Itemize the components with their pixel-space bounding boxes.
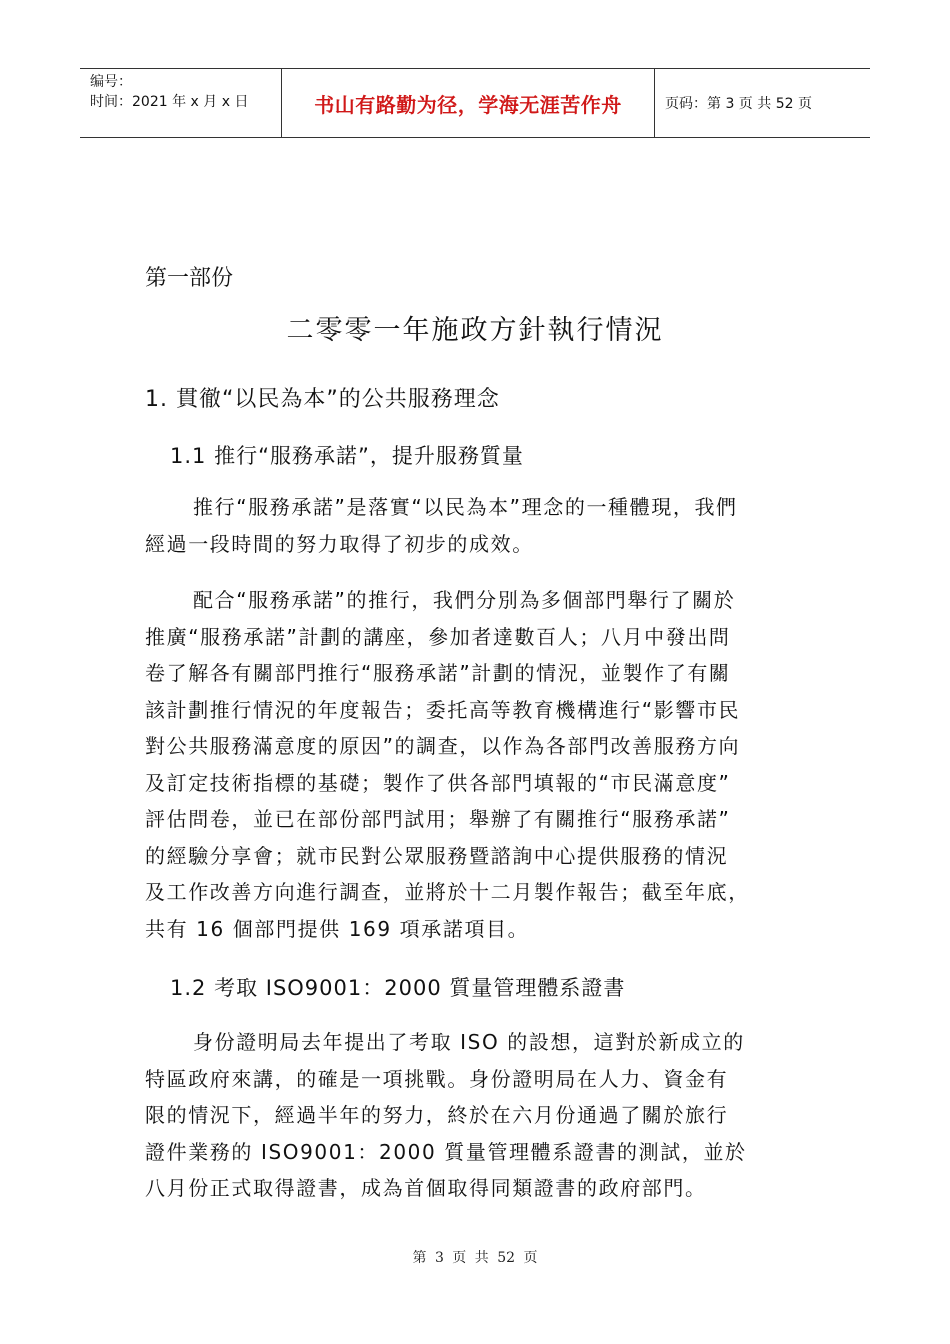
section-1-1-paragraph-2 — [145, 582, 825, 947]
paragraph-line: 特區政府來講，的確是一項挑戰。身份證明局在人力、資金有 — [145, 1066, 729, 1091]
paragraph-line: 共有 16 個部門提供 169 項承諾項目。 — [145, 916, 530, 941]
paragraph-line: 卷了解各有關部門推行“服務承諾”計劃的情況，並製作了有關 — [145, 661, 731, 685]
section-1-1-paragraph-1 — [145, 489, 825, 562]
paragraph-line: 及訂定技術指標的基礎；製作了供各部門填報的“市民滿意度” — [145, 770, 731, 795]
paragraph-line: 限的情況下，經過半年的努力，終於在六月份通過了關於旅行 — [145, 1103, 729, 1127]
paragraph-line: 推行“服務承諾”是落實“以民為本”理念的一種體現，我們 — [193, 495, 738, 519]
header-meta — [80, 69, 282, 137]
paragraph-line: 身份證明局去年提出了考取 ISO 的設想，這對於新成立的 — [193, 1030, 745, 1054]
header-time-label: 时间：2021 年 x 月 x 日 — [90, 94, 249, 110]
header-page-info: 页码：第 3 页 共 52 页 — [665, 96, 812, 112]
page-footer: 第 3 页 共 52 页 — [412, 1250, 538, 1266]
paragraph-line: 及工作改善方向進行調查，並將於十二月製作報告；截至年底， — [145, 880, 750, 904]
paragraph-line: 推廣“服務承諾”計劃的講座，參加者達數百人；八月中發出問 — [145, 624, 731, 649]
paragraph-line: 證件業務的 ISO9001：2000 質量管理體系證書的測試，並於 — [145, 1139, 747, 1164]
paragraph-line: 配合“服務承諾”的推行，我們分別為多個部門舉行了關於 — [193, 588, 736, 612]
paragraph-line: 的經驗分享會；就市民對公眾服務暨諮詢中心提供服務的情況 — [145, 843, 729, 868]
header-motto: 书山有路勤为径，学海无涯苦作舟 — [282, 69, 655, 137]
section-1-2-paragraph-1 — [145, 1024, 825, 1207]
paragraph-line: 該計劃推行情況的年度報告；委托高等教育機構進行“影響市民 — [145, 697, 741, 722]
section-1-heading: 1. 貫徹“以民為本”的公共服務理念 — [145, 387, 500, 412]
document-title: 二零零一年施政方針執行情況 — [286, 315, 664, 346]
header-number-label: 编号： — [90, 74, 132, 90]
page-header — [80, 68, 870, 138]
paragraph-line: 評估問卷，並已在部份部門試用；舉辦了有關推行“服務承諾” — [145, 807, 731, 831]
section-1-2-heading: 1.2 考取 ISO9001：2000 質量管理體系證書 — [170, 976, 626, 1000]
paragraph-line: 經過一段時間的努力取得了初步的成效。 — [145, 531, 534, 556]
section-1-1-heading: 1.1 推行“服務承諾”，提升服務質量 — [170, 444, 524, 468]
paragraph-line: 八月份正式取得證書，成為首個取得同類證書的政府部門。 — [145, 1176, 707, 1200]
part-label: 第一部份 — [145, 266, 234, 291]
paragraph-line: 對公共服務滿意度的原因”的調查，以作為各部門改善服務方向 — [145, 734, 741, 758]
